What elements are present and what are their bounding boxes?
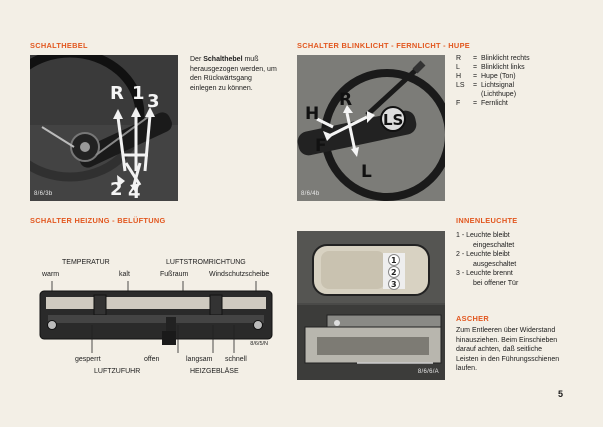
signal-heading: SCHALTER BLINKLICHT - FERNLICHT - HUPE [297,41,471,50]
signal-letter-f: F [315,136,327,156]
gear-label-r: R [110,83,124,104]
signal-switch-illustration [297,55,445,201]
label-gesperrt: gesperrt [75,356,101,363]
heating-heading: SCHALTER HEIZUNG - BELÜFTUNG [30,216,166,225]
label-luftzufuhr: LUFTZUFUHR [94,368,141,375]
shift-text-post: muß herausgezogen werden, um den Rückwärtsgang einlegen zu können. [190,56,277,92]
item-line2: bei offener Tür [473,279,519,287]
label-offen: offen [144,356,160,363]
ashtray-description: Zum Entleeren über Widerstand hinausziehen. Beim Einschieben darauf achten, daß seitliche Leisten in den Führungsschienen laufen. [456,327,560,373]
legend-row [456,90,566,99]
legend-key: LS [456,82,465,89]
legend-desc: (Lichthupe) [481,91,517,98]
legend-desc: Fernlicht [481,100,508,107]
item-line1: Leuchte brennt [466,270,513,277]
shift-text-pre: Der [190,56,204,63]
ashtray-heading: ASCHER [456,314,490,323]
legend-key [456,90,469,99]
light-pos-2: 2 [391,268,397,277]
legend-desc: Lichtsignal [481,82,515,89]
item-num: 1 [456,232,460,239]
legend-desc: Blinklicht rechts [481,55,530,62]
interior-light-heading: INNENLEUCHTE [456,216,518,225]
legend-row: L = Blinklicht links [456,64,525,71]
label-heizgeblaese: HEIZGEBLÄSE [190,368,239,375]
shift-lever-photo [30,55,178,201]
legend-row: LS = Lichtsignal [456,82,515,89]
label-temperatur: TEMPERATUR [62,259,110,266]
item-line2: ausgeschaltet [473,260,517,268]
legend-desc: Hupe (Ton) [481,73,516,80]
shift-text-bold: Schalthebel [203,56,243,63]
label-warm: warm [42,271,60,278]
legend-key: R [456,55,462,62]
list-item: 3 - Leuchte brennt [456,270,513,277]
signal-switch-photo [297,55,445,201]
legend-desc: Blinklicht links [481,64,525,71]
legend-row: R = Blinklicht rechts [456,55,530,62]
interior-photo-code: 8/6/6/A [417,369,439,375]
interior-light-list [456,231,566,288]
label-luftstromrichtung: LUFTSTROMRICHTUNG [166,259,246,266]
list-item: 1 - Leuchte bleibt [456,232,510,239]
label-kalt: kalt [119,271,130,278]
heating-panel-illustration [38,281,274,353]
heating-code: 8/6/5/N [250,341,268,347]
legend-row: H = Hupe (Ton) [456,73,516,80]
legend-key: L [456,64,460,71]
legend-row: F = Fernlicht [456,100,508,107]
signal-legend [456,54,566,108]
item-line1: Leuchte bleibt [466,232,510,239]
legend-key: F [456,100,461,107]
shift-lever-illustration [30,55,178,201]
signal-letter-r: R [339,90,353,110]
interior-light-illustration [297,231,445,380]
signal-photo-code: 8/6/4b [301,191,320,197]
list-item: 2 - Leuchte bleibt [456,251,510,258]
label-langsam: langsam [186,356,213,363]
item-line2: eingeschaltet [473,241,515,249]
gear-label-1: 1 [132,83,145,104]
light-pos-1: 1 [391,256,397,265]
shift-description [190,55,280,93]
signal-letter-h: H [305,104,320,124]
item-num: 3 [456,270,460,277]
signal-letter-ls: LS [383,111,404,129]
gear-label-4: 4 [128,182,141,201]
item-num: 2 [456,251,460,258]
item-line1: Leuchte bleibt [466,251,510,258]
label-fussraum: Fußraum [160,271,189,278]
page-number: 5 [558,389,564,399]
shift-photo-code: 8/6/3b [34,191,53,197]
light-pos-3: 3 [391,280,397,289]
shift-heading: SCHALTHEBEL [30,41,88,50]
label-schnell: schnell [225,356,247,363]
interior-light-photo [297,231,445,380]
gear-label-3: 3 [147,91,160,112]
legend-key: H [456,73,462,80]
gear-label-2: 2 [110,179,123,200]
signal-letter-l: L [361,162,372,182]
label-windschutzscheibe: Windschutzscheibe [209,271,270,278]
